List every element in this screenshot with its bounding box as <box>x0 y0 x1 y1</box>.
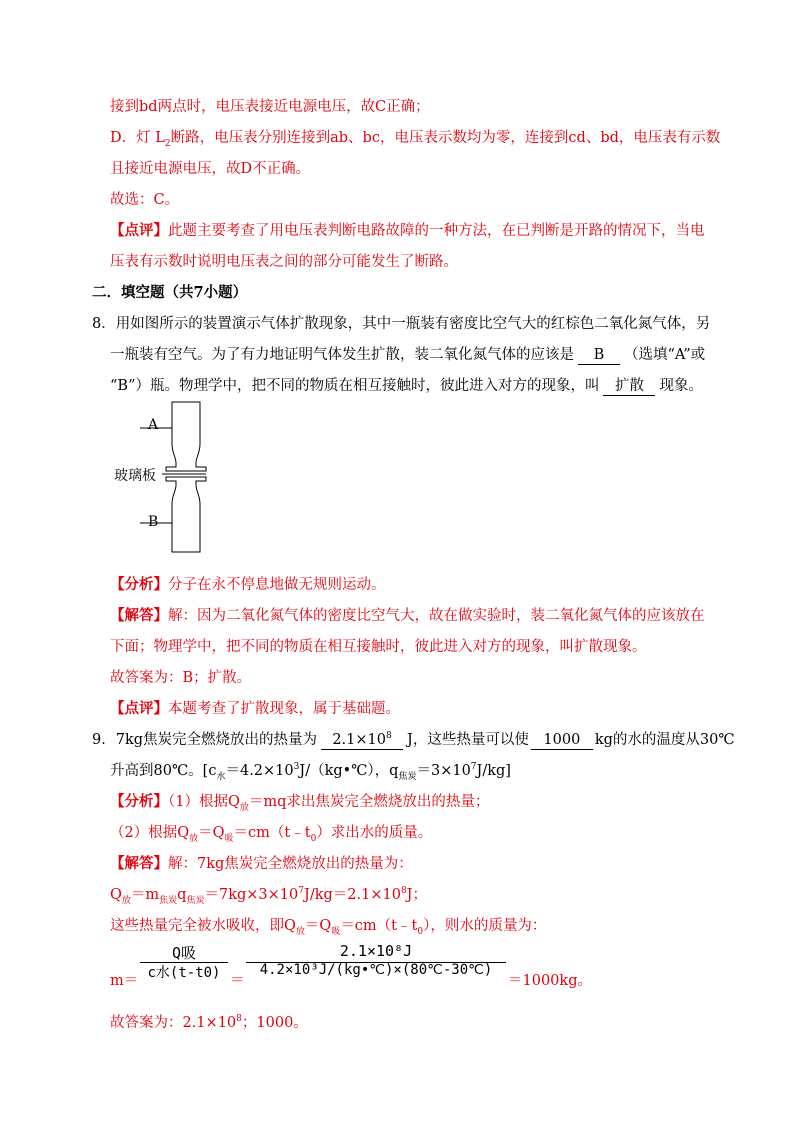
q9-answer-line1: 【解答】解：7kg焦炭完全燃烧放出的热量为： <box>110 855 413 872</box>
prev-solution-option-d: D．灯 $L_2$断路，电压表分别连接到ab、bc，电压表示数均为零，连接到cd、bd，电压表有示数 <box>110 130 721 149</box>
q9-absorb-line: 这些热量完全被水吸收，即$Q_放=Q_吸=cm(t﹣t_0)$，则水的质量为： <box>110 918 547 937</box>
fraction2-denominator: 4.2×10³J/(kg•℃)×(80℃-30℃) <box>259 962 493 978</box>
prev-review-line2: 压表有示数时说明电压表之间的部分可能发生了断路。 <box>110 254 458 270</box>
review-tag: 【点评】 <box>110 222 168 239</box>
fraction1-numerator: Q吸 <box>171 944 197 962</box>
prev-review-line1: 【点评】此题主要考查了用电压表判断电路故障的一种方法，在已判断是开路的情况下，当电 <box>110 222 705 239</box>
figure-label-glass: 玻璃板 <box>114 468 156 484</box>
q8-line1: 8．用如图所示的装置演示气体扩散现象，其中一瓶装有密度比空气大的红棕色二氧化氮气体，另 <box>92 316 711 332</box>
q8-line3: “B”）瓶。物理学中，把不同的物质在相互接触时，彼此进入对方的现象，叫 扩散 现象。 <box>110 378 703 394</box>
fraction1-denominator: c水(t-t0) <box>147 965 221 981</box>
q8-answer-line1: 【解答】解：因为二氧化氮气体的密度比空气大，故在做实验时，装二氧化氮气体的应该放在 <box>110 607 705 624</box>
figure-label-a: A <box>148 417 159 433</box>
figure-label-b: B <box>148 514 159 530</box>
q9-answer-blank-1: $2.1\times 10^8$ <box>321 732 403 750</box>
q8-line2: 一瓶装有空气。为了有力地证明气体发生扩散，装二氧化氮气体的应该是 B （选填“A”或 <box>110 347 706 363</box>
q8-analysis: 【分析】分子在永不停息地做无规则运动。 <box>110 576 386 593</box>
q8-review: 【点评】本题考查了扩散现象，属于基础题。 <box>110 700 400 717</box>
q9-line2: 升高到80℃。[$c_水=4.2\times 10^3J/(kg•℃)$，$q_{焦炭}=3\times 10^7J/kg$] <box>110 762 511 782</box>
formula-equals: ＝ <box>230 973 245 989</box>
q9-number: 9． <box>92 732 116 748</box>
section-heading: 二．填空题（共7小题） <box>92 284 248 301</box>
prev-solution-choice: 故选：C。 <box>110 192 180 208</box>
q8-figure <box>110 395 230 565</box>
q8-final-answer: 故答案为：B；扩散。 <box>110 670 252 686</box>
q9-final-answer: 故答案为：$2.1\times 10^8$；1000。 <box>110 1014 308 1031</box>
q8-number: 8． <box>92 316 116 332</box>
q9-analysis-2: （2）根据$Q_放=Q_吸=cm(t﹣t_0)$求出水的质量。 <box>110 825 433 844</box>
q8-answer-blank-2: 扩散 <box>603 378 655 396</box>
formula-lhs: m＝ <box>110 973 139 989</box>
fraction2-numerator: 2.1×10⁸J <box>339 942 413 960</box>
prev-solution-line3: 且接近电源电压，故D不正确。 <box>110 161 311 177</box>
q9-heat-calculation: $Q_放=m_{焦炭}q_{焦炭}=7kg\times 3\times 10^7J/kg=2.1\times 10^8J$； <box>110 886 427 906</box>
q9-analysis-1: 【分析】（1）根据$Q_放=mq$求出焦炭完全燃烧放出的热量； <box>110 793 490 813</box>
prev-solution-line1: 接到bd两点时，电压表接近电源电压，故C正确； <box>110 99 430 115</box>
q8-answer-blank-1: B <box>578 347 620 365</box>
q8-answer-line2: 下面；物理学中，把不同的物质在相互接触时，彼此进入对方的现象，叫扩散现象。 <box>110 639 647 655</box>
formula-result: ＝1000kg。 <box>508 973 592 989</box>
q9-line1: 9．7kg焦炭完全燃烧放出的热量为 $2.1\times 10^8$ J，这些热量可以使 1000 kg的水的温度从30℃ <box>92 731 735 748</box>
q9-answer-blank-2: 1000 <box>531 732 593 750</box>
